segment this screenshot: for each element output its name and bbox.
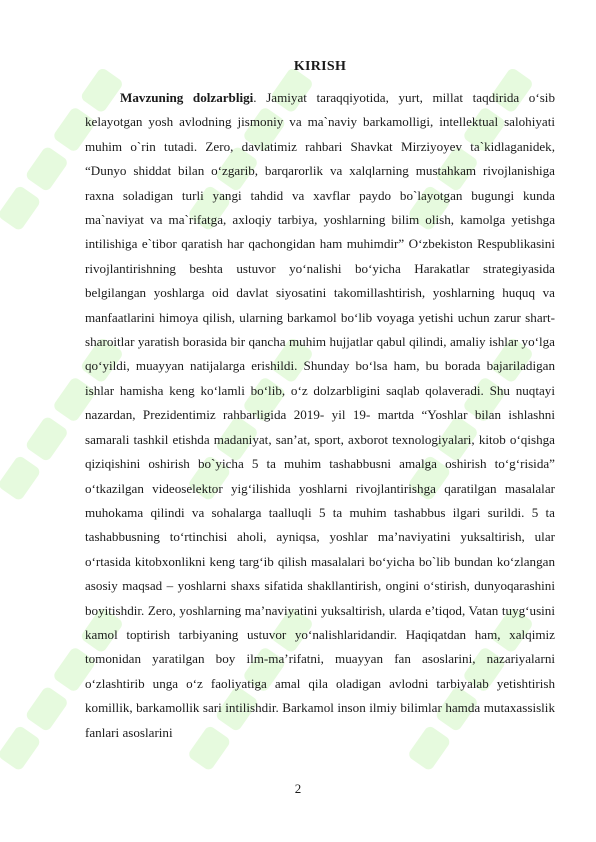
body-paragraph	[85, 86, 555, 745]
watermark-block	[24, 415, 69, 462]
watermark-block	[24, 685, 69, 732]
document-body	[85, 58, 555, 745]
page-title: KIRISH	[293, 59, 347, 74]
lead-phrase: Mavzuning dolzarbligi	[120, 90, 254, 105]
paragraph-text: . Jamiyat taraqqiyotida, yurt, millat taqdirida o‘sib kelayotgan yosh avlodning jismoniy va ma`naviy barkamolligi, intellektual salohiyati muhim o`rin tutadi. Zero, davlatimiz rahbari Shavkat Mirziyoyev ta`kidlaganidek, “Dunyo shiddat bilan o‘zgarib, barqarorlik va xalqlarning mustahkam rivojlanishiga raxna soladigan turli yangi tahdid va xavflar paydo bo`layotgan bugungi kunda ma`naviyat va ma`rifatga, axloqiy tarbiya, yoshlarning bilim olish, kamolga yetishga intilishiga e`tibor qaratish har qachongidan ham muhimdir” O‘zbekiston Respublikasini rivojlantirishning beshta ustuvor yo‘nalishi bo‘yicha Harakatlar strategiyasida belgilangan yoshlarga oid davlat siyosatini takomillashtirish, yoshlarning huquq va manfaatlarini himoya qilish, ularning barkamol bo‘lib voyaga yetishi uchun zarur shart- sharoitlar yaratish borasida bir qancha muhim hujjatlar qabul qilindi, amaliy ishlar yo‘lga qo‘yildi, muayyan natijalarga erishildi. Shunday bo‘lsa ham, bu borada bajariladigan ishlar hamisha keng ko‘lamli bo‘lib, o‘z dolzarbligini saqlab qolaveradi. Shu nuqtayi nazardan, Prezidentimiz rahbarligida 2019- yil 19- martda “Yoshlar bilan ishlashni samarali tashkil etishda madaniyat, san’at, sport, axborot texnologiyalari, kitob o‘qishga qiziqishini oshirish bo`yicha 5 ta muhim tashabbusni amalga oshirish to‘g‘risida” o‘tkazilgan videoselektor yig‘ilishida yoshlarni rivojlantirishga qaratilgan masalalar muhokama qilindi va sohalarga taalluqli 5 ta muhim tashabbus ilgari surildi. 5 ta tashabbusning to‘rtinchisi aholi, ayniqsa, yoshlar ma’naviyatini yuksaltirish, ular o‘rtasida kitobxonlikni keng targ‘ib qilish masalalari bo‘yicha bo`lib bundan ko‘zlangan asosiy maqsad – yoshlarni shaxs sifatida shakllantirish, ongini o‘stirish, dunyoqarashini boyitishdir. Zero, yoshlarning ma’naviyatini yuksaltirish, ularda e’tiqod, Vatan tuyg‘usini kamol toptirish tarbiyaning ustuvor yo‘nalishlaridandir. Haqiqatdan ham, xalqimiz tomonidan yaratilgan boy ilm-ma’rifatni, muayyan fan asoslarini, nazariyalarni o‘zlashtirib unga o‘z faoliyatiga amal qila oladigan avlodni tarbiyalab yetishtirish komillik, barkamollik sari intilishdir. Barkamol inson ilmiy bilimlar hamda mutaxassislik fanlari asoslarini	[85, 90, 555, 740]
watermark-block	[0, 725, 42, 772]
page-number: 2	[294, 781, 302, 796]
watermark-block	[0, 455, 42, 502]
watermark-block	[24, 145, 69, 192]
watermark-block	[0, 185, 42, 232]
